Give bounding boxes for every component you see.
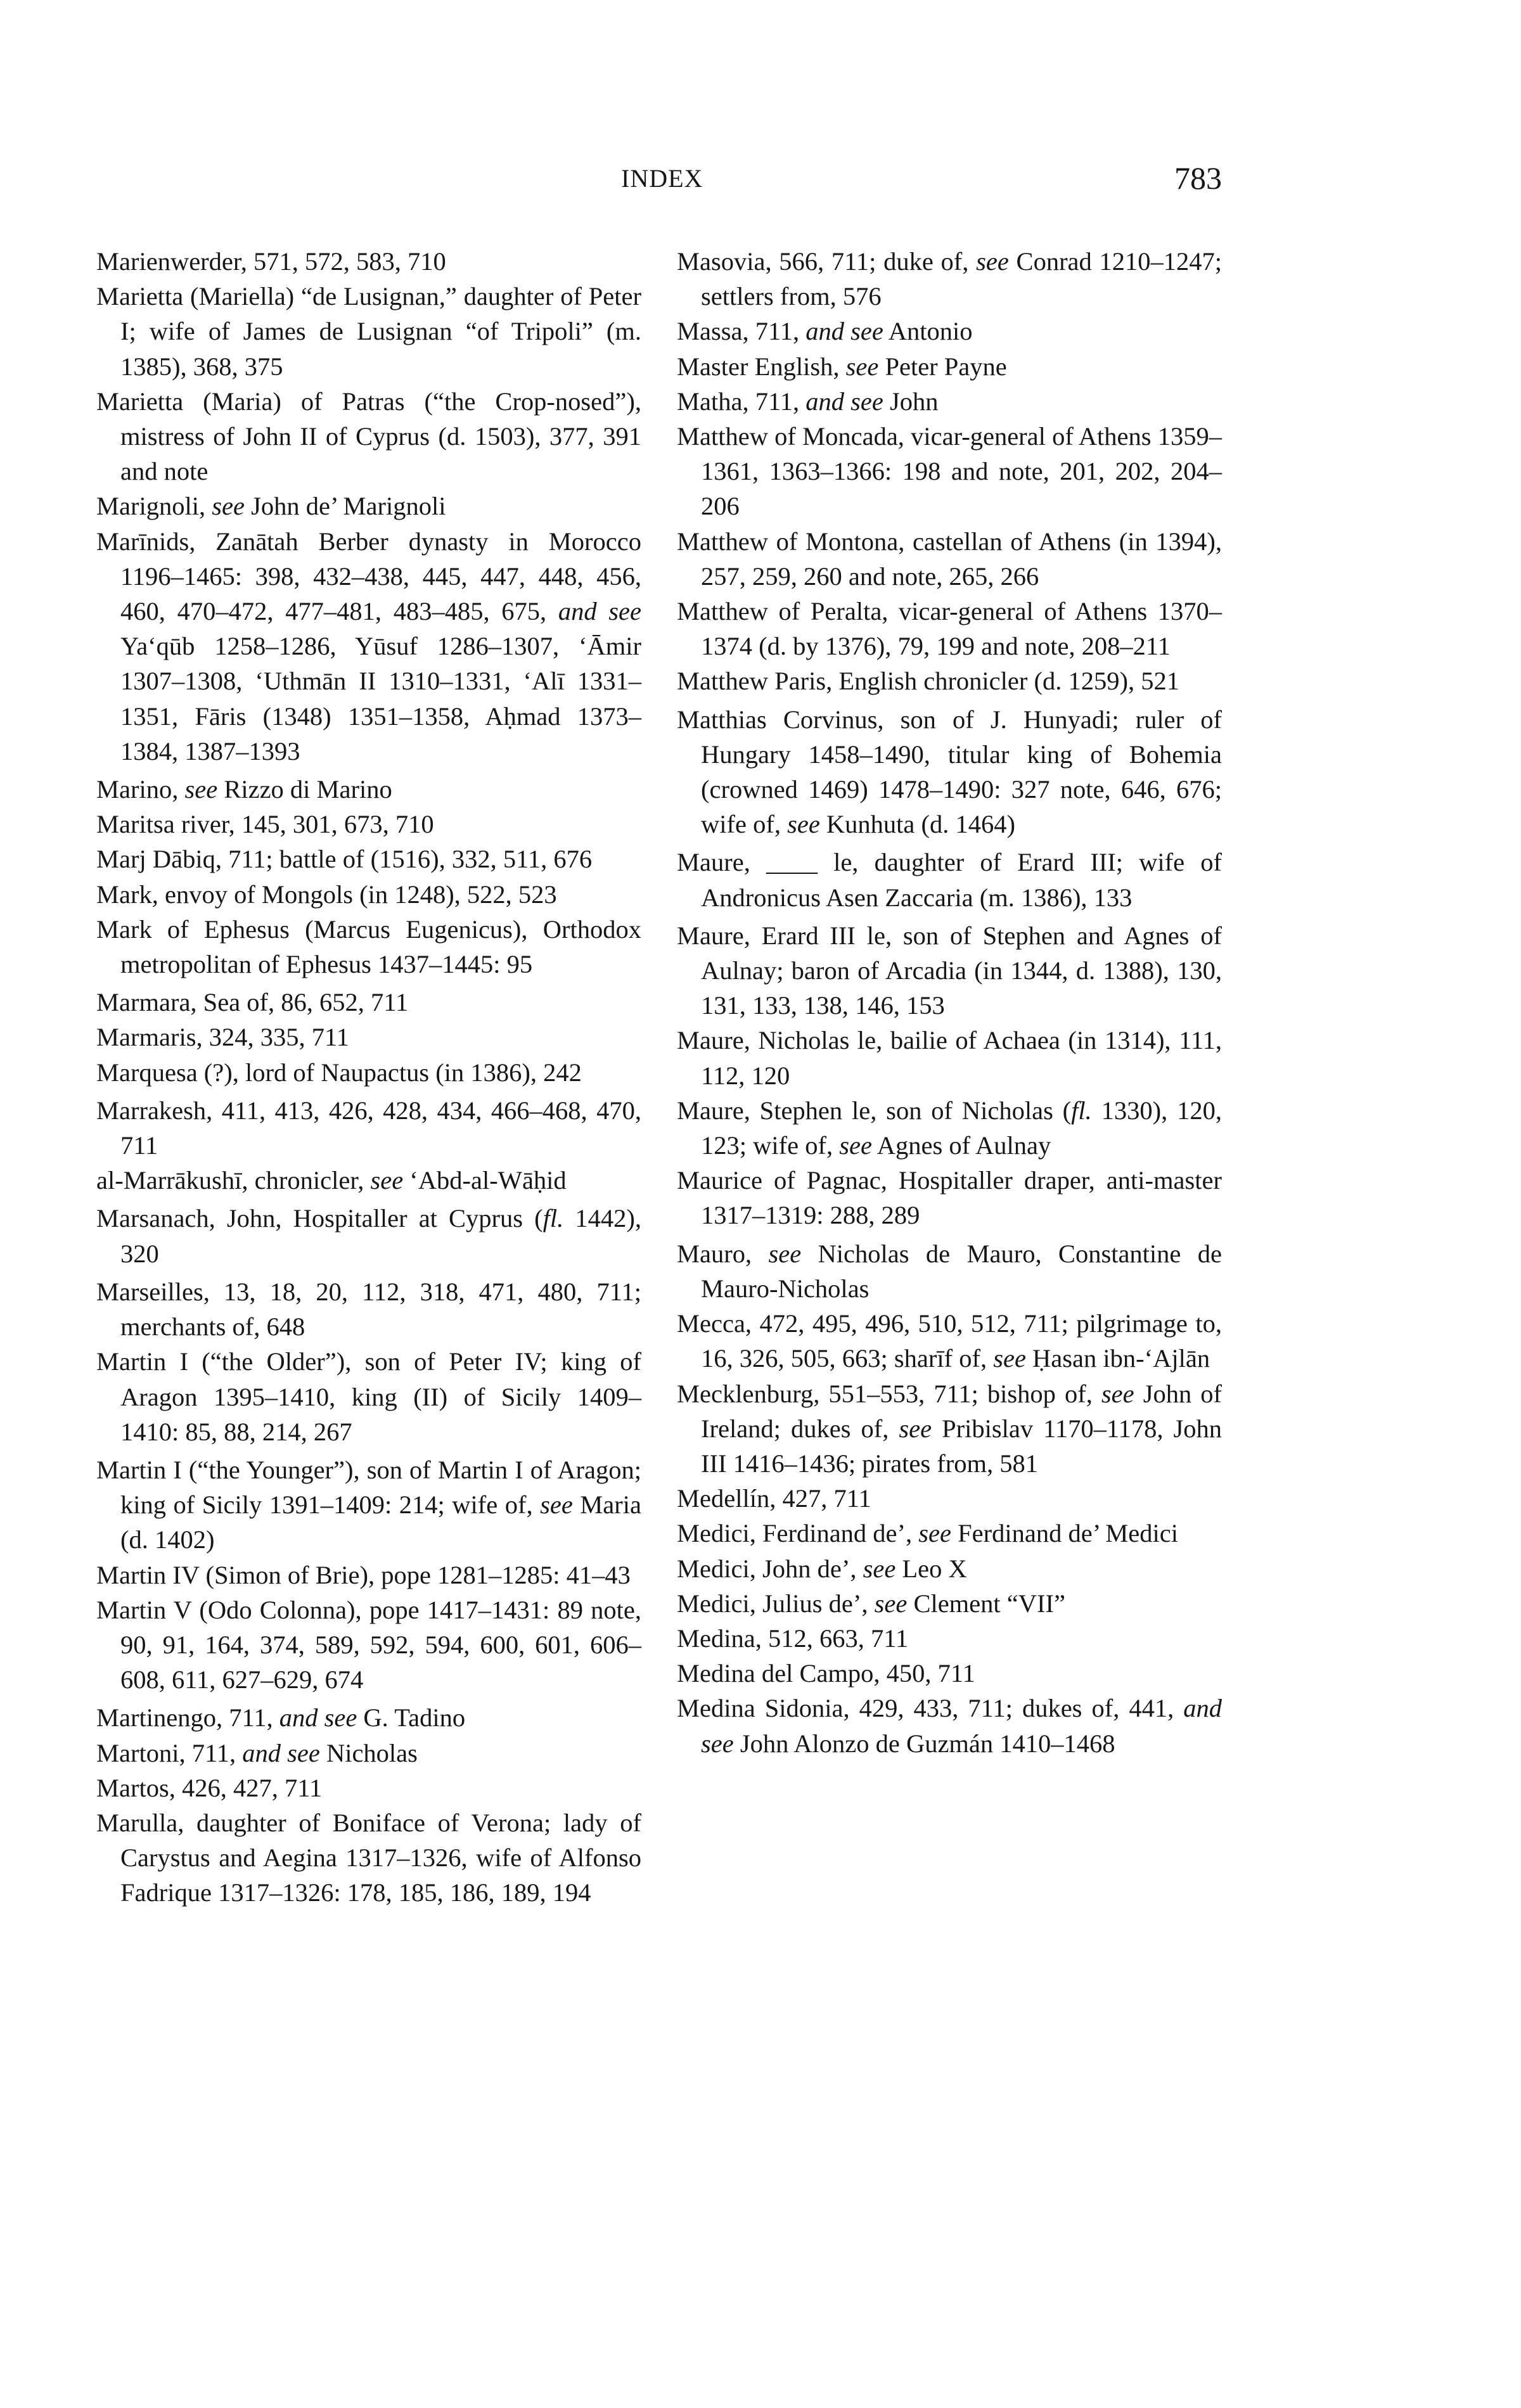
- index-entry: Medellín, 427, 711: [677, 1484, 871, 1513]
- index-entry: Marsanach, John, Hospitaller at Cyprus (fl. 1442), 320: [96, 1204, 641, 1268]
- index-entry: Master English, see Peter Payne: [677, 352, 1007, 381]
- page-number: 783: [1174, 160, 1222, 196]
- index-entry: Maure, Erard III le, son of Stephen and Agnes of Aulnay; baron of Arcadia (in 1344, d. 1388), 130, 131, 133, 138, 146, 153: [677, 921, 1222, 1020]
- index-entry: Marignoli, see John de’ Marignoli: [96, 492, 446, 521]
- page-header: [0, 160, 1521, 202]
- index-entry: Matthew of Peralta, vicar-general of Athens 1370–1374 (d. by 1376), 79, 199 and note, 208–211: [677, 597, 1222, 661]
- index-entry: Maure, Stephen le, son of Nicholas (fl. 1330), 120, 123; wife of, see Agnes of Aulnay: [677, 1096, 1222, 1160]
- index-entry: Matha, 711, and see John: [677, 387, 939, 416]
- index-entry: Martoni, 711, and see Nicholas: [96, 1738, 418, 1767]
- index-entry: Medici, Julius de’, see Clement “VII”: [677, 1589, 1065, 1618]
- index-entry: Mecklenburg, 551–553, 711; bishop of, see John of Ireland; dukes of, see Pribislav 1170–1178, John III 1416–1436; pirates from, 581: [677, 1379, 1223, 1478]
- index-entry: Mark, envoy of Mongols (in 1248), 522, 523: [96, 880, 557, 909]
- index-entry: Mauro, see Nicholas de Mauro, Constantine de Mauro-Nicholas: [677, 1239, 1222, 1303]
- index-entry: Marmaris, 324, 335, 711: [96, 1023, 349, 1052]
- index-entry: Matthias Corvinus, son of J. Hunyadi; ruler of Hungary 1458–1490, titular king of Bohemia (crowned 1469) 1478–1490: 327 note, 646, 676; wife of, see Kunhuta (d. 1464): [677, 705, 1222, 839]
- index-entry: Marietta (Mariella) “de Lusignan,” daughter of Peter I; wife of James de Lusignan “of Tripoli” (m. 1385), 368, 375: [96, 282, 641, 381]
- index-entry: Marj Dābiq, 711; battle of (1516), 332, 511, 676: [96, 845, 593, 874]
- index-column-left: [96, 244, 641, 1911]
- index-entry: al-Marrākushī, chronicler, see ‘Abd-al-Wāḥid: [96, 1166, 567, 1195]
- index-entry: Maure, ____ le, daughter of Erard III; wife of Andronicus Asen Zaccaria (m. 1386), 133: [677, 848, 1222, 912]
- index-column-right: [677, 244, 1222, 1761]
- index-entry: Medici, Ferdinand de’, see Ferdinand de’ Medici: [677, 1519, 1179, 1548]
- index-entry: Mark of Ephesus (Marcus Eugenicus), Orthodox metropolitan of Ephesus 1437–1445: 95: [96, 914, 641, 979]
- index-entry: Maure, Nicholas le, bailie of Achaea (in 1314), 111, 112, 120: [677, 1026, 1222, 1090]
- index-entry: Marseilles, 13, 18, 20, 112, 318, 471, 480, 711; merchants of, 648: [96, 1277, 641, 1342]
- index-entry: Martin I (“the Younger”), son of Martin I of Aragon; king of Sicily 1391–1409: 214; wife of, see Maria (d. 1402): [96, 1455, 641, 1554]
- index-entry: Medina, 512, 663, 711: [677, 1623, 909, 1653]
- index-entry: Mecca, 472, 495, 496, 510, 512, 711; pilgrimage to, 16, 326, 505, 663; sharīf of, see Ḥasan ibn-‘Ajlān: [677, 1309, 1222, 1373]
- index-entry: Massa, 711, and see Antonio: [677, 317, 973, 346]
- index-entry: Marietta (Maria) of Patras (“the Crop-nosed”), mistress of John II of Cyprus (d. 1503), 377, 391 and note: [96, 387, 641, 486]
- index-entry: Martos, 426, 427, 711: [96, 1773, 323, 1802]
- index-entry: Medici, John de’, see Leo X: [677, 1554, 967, 1583]
- index-entry: Maurice of Pagnac, Hospitaller draper, anti-master 1317–1319: 288, 289: [677, 1166, 1222, 1230]
- index-entry: Marulla, daughter of Boniface of Verona; lady of Carystus and Aegina 1317–1326, wife of Alfonso Fadrique 1317–1326: 178, 185, 186, 189, 194: [96, 1808, 641, 1907]
- index-entry: Martin I (“the Older”), son of Peter IV; king of Aragon 1395–1410, king (II) of Sicily 1409–1410: 85, 88, 214, 267: [96, 1347, 641, 1446]
- index-entry: Marino, see Rizzo di Marino: [96, 775, 392, 804]
- index-entry: Maritsa river, 145, 301, 673, 710: [96, 810, 434, 839]
- index-entry: Marquesa (?), lord of Naupactus (in 1386), 242: [96, 1058, 582, 1087]
- index-entry: Martin V (Odo Colonna), pope 1417–1431: 89 note, 90, 91, 164, 374, 589, 592, 594, 600, 601, 606–608, 611, 627–629, 674: [96, 1595, 641, 1694]
- index-entry: Medina Sidonia, 429, 433, 711; dukes of, 441, and see John Alonzo de Guzmán 1410–1468: [677, 1694, 1222, 1758]
- index-entry: Medina del Campo, 450, 711: [677, 1659, 975, 1688]
- index-entry: Martin IV (Simon of Brie), pope 1281–1285: 41–43: [96, 1560, 631, 1589]
- index-entry: Matthew Paris, English chronicler (d. 1259), 521: [677, 667, 1179, 696]
- index-entry: Marīnids, Zanātah Berber dynasty in Morocco 1196–1465: 398, 432–438, 445, 447, 448, 456, 460, 470–472, 477–481, 483–485, 675, and see Ya‘qūb 1258–1286, Yūsuf 1286–1307, ‘Āmir 1307–1308, ‘Uthmān II 1310–1331, ‘Alī 1331–1351, Fāris (1348) 1351–1358, Aḥmad 1373–1384, 1387–1393: [96, 527, 642, 765]
- running-head: INDEX: [621, 164, 703, 193]
- index-entry: Marmara, Sea of, 86, 652, 711: [96, 988, 409, 1017]
- index-entry: Matthew of Montona, castellan of Athens (in 1394), 257, 259, 260 and note, 265, 266: [677, 527, 1222, 591]
- index-entry: Marienwerder, 571, 572, 583, 710: [96, 247, 446, 276]
- index-entry: Martinengo, 711, and see G. Tadino: [96, 1703, 466, 1732]
- index-entry: Masovia, 566, 711; duke of, see Conrad 1210–1247; settlers from, 576: [677, 247, 1222, 311]
- index-entry: Matthew of Moncada, vicar-general of Athens 1359–1361, 1363–1366: 198 and note, 201, 202, 204–206: [677, 422, 1222, 521]
- index-entry: Marrakesh, 411, 413, 426, 428, 434, 466–468, 470, 711: [96, 1096, 641, 1160]
